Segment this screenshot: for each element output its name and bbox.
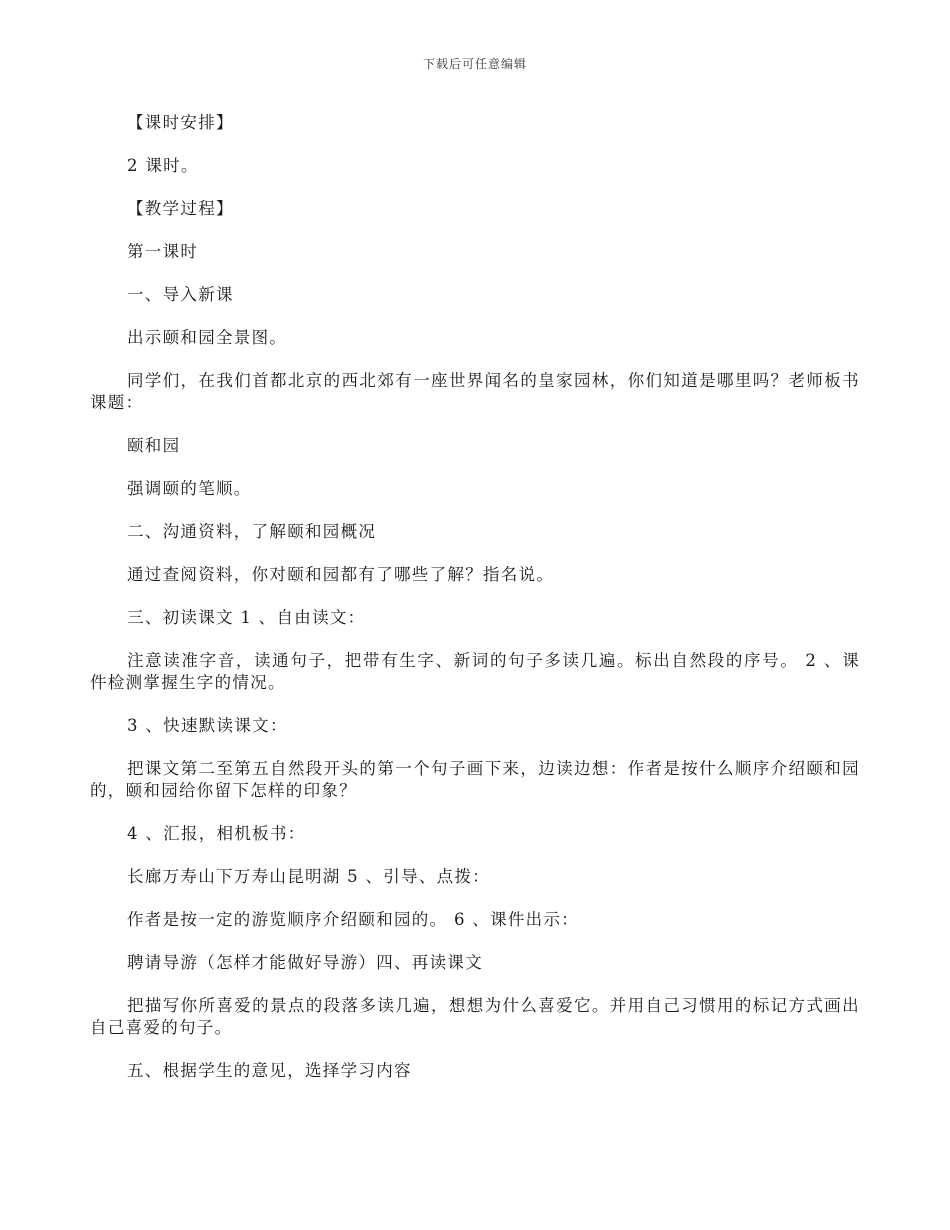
section-heading-process: 【教学过程】 — [127, 199, 234, 218]
paragraph: 颐和园 — [127, 436, 181, 455]
paragraph: 强调颐的笔顺。 — [127, 479, 252, 498]
lesson-heading: 第一课时 — [127, 242, 199, 261]
paragraph: 作者是按一定的游览顺序介绍颐和园的。 6 、课件出示： — [127, 910, 580, 929]
step-heading: 二、沟通资料，了解颐和园概况 — [127, 522, 377, 541]
paragraph: 把描写你所喜爱的景点的段落多读几遍，想想为什么喜爱它。并用自己习惯用的标记方式画出自己喜爱的句子。 — [90, 996, 860, 1037]
paragraph: 出示颐和园全景图。 — [127, 328, 288, 347]
section-heading-schedule: 【课时安排】 — [127, 113, 234, 132]
step-heading: 一、导入新课 — [127, 285, 234, 304]
step-heading: 三、初读课文 1 、自由读文： — [127, 608, 366, 627]
page-header: 下载后可任意编辑 — [422, 57, 527, 71]
paragraph: 2 课时。 — [127, 156, 199, 175]
paragraph: 4 、汇报，相机板书： — [127, 824, 306, 843]
paragraph: 通过查阅资料，你对颐和园都有了哪些了解？指名说。 — [127, 565, 555, 584]
paragraph: 把课文第二至第五自然段开头的第一个句子画下来，边读边想：作者是按什么顺序介绍颐和园的，颐和园给你留下怎样的印象？ — [90, 759, 860, 800]
document-body — [90, 112, 860, 1103]
paragraph: 长廊万寿山下万寿山昆明湖 5 、引导、点拨： — [127, 867, 491, 886]
step-heading: 五、根据学生的意见，选择学习内容 — [127, 1061, 412, 1080]
paragraph: 同学们，在我们首都北京的西北郊有一座世界闻名的皇家园林，你们知道是哪里吗？老师板书课题： — [90, 371, 860, 412]
paragraph: 注意读准字音，读通句子，把带有生字、新词的句子多读几遍。标出自然段的序号。 2 、课件检测掌握生字的情况。 — [90, 651, 860, 692]
paragraph: 聘请导游（怎样才能做好导游）四、再读课文 — [127, 953, 483, 972]
paragraph: 3 、快速默读课文： — [127, 716, 288, 735]
